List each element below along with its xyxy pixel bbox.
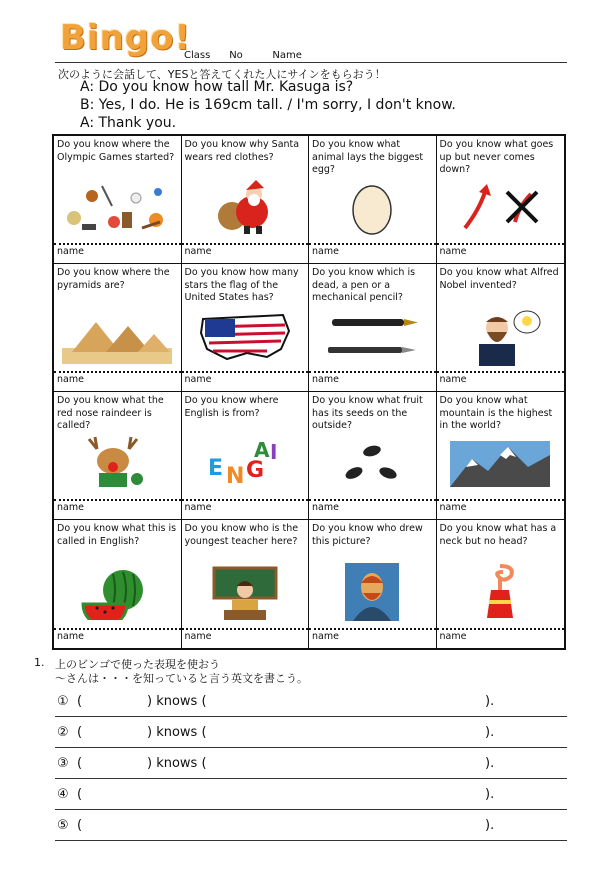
close-paren: ).	[485, 694, 495, 709]
cell-question: Do you know which is dead, a pen or a mechanical pencil?	[312, 267, 416, 303]
instruction-text: 次のように会話して、YESと答えてくれた人にサインをもらおう！	[58, 68, 386, 81]
answer-line-2[interactable]	[55, 719, 567, 748]
bingo-cell[interactable]	[182, 264, 310, 392]
dialog-line-b: B: Yes, I do. He is 169cm tall. / I'm sorry, I don't know.	[80, 97, 456, 113]
reindeer-icon	[54, 430, 181, 497]
dialog-line-a2: A: Thank you.	[80, 115, 177, 131]
cell-question: Do you know where the Olympic Games started?	[57, 139, 175, 163]
header-divider	[55, 62, 567, 63]
cell-question: Do you know who drew this picture?	[312, 523, 423, 547]
english-letters-icon	[182, 430, 309, 497]
name-row[interactable]: name	[182, 628, 309, 648]
egg-icon	[309, 174, 436, 241]
open-paren: (	[77, 756, 83, 771]
bingo-cell[interactable]	[309, 264, 437, 392]
bingo-cell[interactable]	[54, 264, 182, 392]
open-paren: (	[77, 694, 83, 709]
open-paren: (	[77, 725, 83, 740]
line-number: ④	[57, 787, 69, 802]
name-row[interactable]: name	[437, 243, 565, 263]
cell-question: Do you know what goes up but never comes down?	[439, 139, 554, 175]
name-row[interactable]: name	[309, 243, 436, 263]
portrait-painting-icon	[309, 558, 436, 626]
name-row[interactable]: name	[182, 499, 309, 519]
section-subheading: ～さんは・・・を知っていると言う英文を書こう。	[55, 672, 308, 685]
name-row[interactable]: name	[437, 628, 565, 648]
knows-text: ) knows (	[147, 725, 207, 740]
close-paren: ).	[485, 818, 495, 833]
bingo-cell[interactable]	[437, 136, 565, 264]
cell-question: Do you know where the pyramids are?	[57, 267, 170, 291]
line-number: ②	[57, 725, 69, 740]
name-row[interactable]: name	[182, 243, 309, 263]
pyramids-icon	[54, 302, 181, 369]
cell-question: Do you know how many stars the flag of the United States has?	[184, 267, 299, 303]
bingo-cell[interactable]	[54, 136, 182, 264]
close-paren: ).	[485, 725, 495, 740]
line-number: ①	[57, 694, 69, 709]
up-arrow-icon	[437, 174, 565, 241]
seeds-icon	[309, 430, 436, 497]
svg-text:E: E	[207, 455, 223, 481]
cell-question: Do you know what the red nose raindeer is called?	[57, 395, 164, 431]
cell-question: Do you know what Alfred Nobel invented?	[439, 267, 559, 291]
section-heading: 上のビンゴで使った表現を使おう	[55, 658, 220, 671]
name-row[interactable]: name	[309, 628, 436, 648]
bingo-cell[interactable]	[54, 520, 182, 648]
name-row[interactable]: name	[54, 628, 181, 648]
bingo-cell[interactable]	[437, 264, 565, 392]
name-row[interactable]: name	[437, 499, 565, 519]
teacher-icon	[182, 558, 309, 626]
name-row[interactable]: name	[54, 371, 181, 391]
santa-icon	[182, 174, 309, 241]
class-label: Class	[184, 50, 211, 61]
answer-line-3[interactable]	[55, 750, 567, 779]
knows-text: ) knows (	[147, 756, 207, 771]
nobel-portrait-icon	[437, 302, 565, 369]
cell-question: Do you know what has a neck but no head?	[439, 523, 557, 547]
answer-line-1[interactable]	[55, 688, 567, 717]
answer-line-5[interactable]	[55, 812, 567, 841]
bingo-cell[interactable]	[437, 520, 565, 648]
close-paren: ).	[485, 756, 495, 771]
worksheet-title: Bingo!	[60, 18, 191, 58]
knows-text: ) knows (	[147, 694, 207, 709]
sports-collage-icon	[54, 174, 181, 241]
svg-text:G: G	[245, 457, 264, 483]
cell-question: Do you know where English is from?	[184, 395, 279, 419]
class-info	[184, 50, 302, 61]
bingo-cell[interactable]	[437, 392, 565, 520]
name-row[interactable]: name	[309, 499, 436, 519]
bingo-cell[interactable]	[182, 520, 310, 648]
svg-text:I: I	[269, 439, 278, 464]
bingo-cell[interactable]	[309, 392, 437, 520]
dialog-line-a1: A: Do you know how tall Mr. Kasuga is?	[80, 79, 354, 95]
bingo-cell[interactable]	[309, 520, 437, 648]
name-row[interactable]: name	[182, 371, 309, 391]
cell-question: Do you know what fruit has its seeds on the outside?	[312, 395, 423, 431]
bingo-grid	[52, 134, 566, 650]
kimono-figure-icon	[437, 558, 565, 626]
bingo-cell[interactable]	[54, 392, 182, 520]
pen-pencil-icon	[309, 302, 436, 369]
us-flag-map-icon	[182, 302, 309, 369]
section-number: 1.	[34, 656, 45, 669]
mountain-icon	[437, 430, 565, 497]
no-label: No	[229, 50, 243, 61]
line-number: ③	[57, 756, 69, 771]
name-label: Name	[272, 50, 302, 61]
svg-text:A: A	[253, 437, 270, 462]
bingo-cell[interactable]	[182, 392, 310, 520]
bingo-cell[interactable]	[182, 136, 310, 264]
cell-question: Do you know who is the youngest teacher here?	[184, 523, 299, 547]
answer-line-4[interactable]	[55, 781, 567, 810]
open-paren: (	[77, 787, 83, 802]
cell-question: Do you know why Santa wears red clothes?	[184, 139, 300, 163]
name-row[interactable]: name	[437, 371, 565, 391]
name-row[interactable]: name	[54, 243, 181, 263]
name-row[interactable]: name	[309, 371, 436, 391]
open-paren: (	[77, 818, 83, 833]
name-row[interactable]: name	[54, 499, 181, 519]
cell-question: Do you know what animal lays the biggest egg?	[312, 139, 424, 175]
svg-text:N: N	[225, 463, 245, 489]
bingo-cell[interactable]	[309, 136, 437, 264]
cell-question: Do you know what mountain is the highest in the world?	[439, 395, 553, 431]
close-paren: ).	[485, 787, 495, 802]
line-number: ⑤	[57, 818, 69, 833]
cell-question: Do you know what this is called in English?	[57, 523, 177, 547]
watermelon-icon	[54, 558, 181, 626]
